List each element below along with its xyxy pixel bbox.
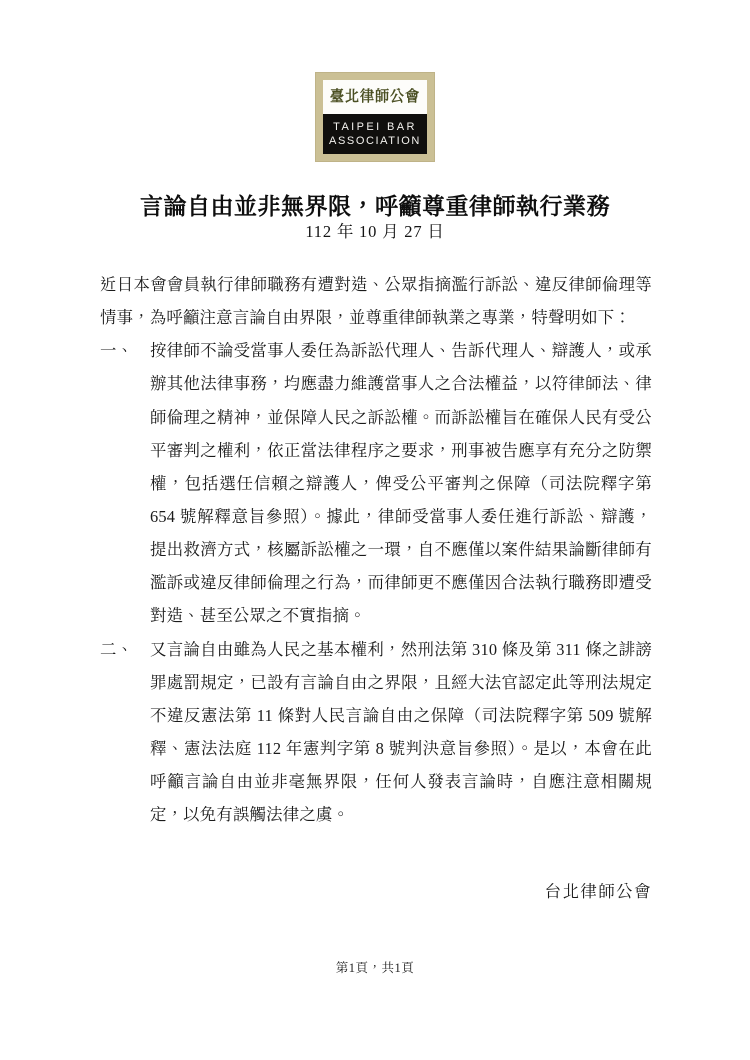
logo-english-plate xyxy=(323,114,427,154)
document-date: 112 年 10 月 27 日 xyxy=(305,222,445,241)
taipei-bar-association-logo xyxy=(315,72,435,162)
page-footer: 第1頁，共1頁 xyxy=(335,961,415,975)
document-body xyxy=(100,268,652,831)
signature-line: 台北律師公會 xyxy=(544,882,652,901)
logo-chinese-name: 臺北律師公會 xyxy=(329,88,421,105)
page-title: 言論自由並非無界限，呼籲尊重律師執行業務 xyxy=(140,194,610,220)
logo-container xyxy=(0,72,750,162)
numbered-item-2 xyxy=(100,633,652,832)
list-text-1: 按律師不論受當事人委任為訴訟代理人、告訴代理人、辯護人，或承辦其他法律事務，均應盡力維護當事人之合法權益，以符律師法、律師倫理之精神，並保障人民之訴訟權。而訴訟權旨在確保人民有受公平審判之權利，依正當法律程序之要求，刑事被告應享有充分之防禦權，包括選任信賴之辯護人，俾受公平審判之保障（司法院釋字第 654 號解釋意旨參照）。據此，律師受當事人委任進行訴訟、辯護，提出救濟方式，核屬訴訟權之一環，自不應僅以案件結果論斷律師有濫訴或違反律師倫理之行為，而律師更不應僅因合法執行職務即遭受對造、甚至公眾之不實指摘。 xyxy=(150,341,652,626)
list-marker-2: 二、 xyxy=(100,639,134,659)
logo-english-line2: ASSOCIATION xyxy=(329,134,421,147)
list-marker-1: 一、 xyxy=(100,341,134,361)
intro-paragraph: 近日本會會員執行律師職務有遭對造、公眾指摘濫行訴訟、違反律師倫理等情事，為呼籲注意言論自由界限，並尊重律師執業之專業，特聲明如下： xyxy=(100,275,652,328)
list-text-2: 又言論自由雖為人民之基本權利，然刑法第 310 條及第 311 條之誹謗罪處罰規定，已設有言論自由之界限，且經大法官認定此等刑法規定不違反憲法第 11 條對人民言論自由之保障（司法院釋字第 509 號解釋、憲法法庭 112 年憲判字第 8 號判決意旨參照）。是以，本會在此呼籲言論自由並非毫無界限，任何人發表言論時，自應注意相關規定，以免有誤觸法律之虞。 xyxy=(150,639,652,825)
numbered-item-1 xyxy=(100,334,652,632)
logo-english-line1: TAIPEI BAR xyxy=(333,120,417,133)
logo-chinese-plate xyxy=(323,80,427,114)
